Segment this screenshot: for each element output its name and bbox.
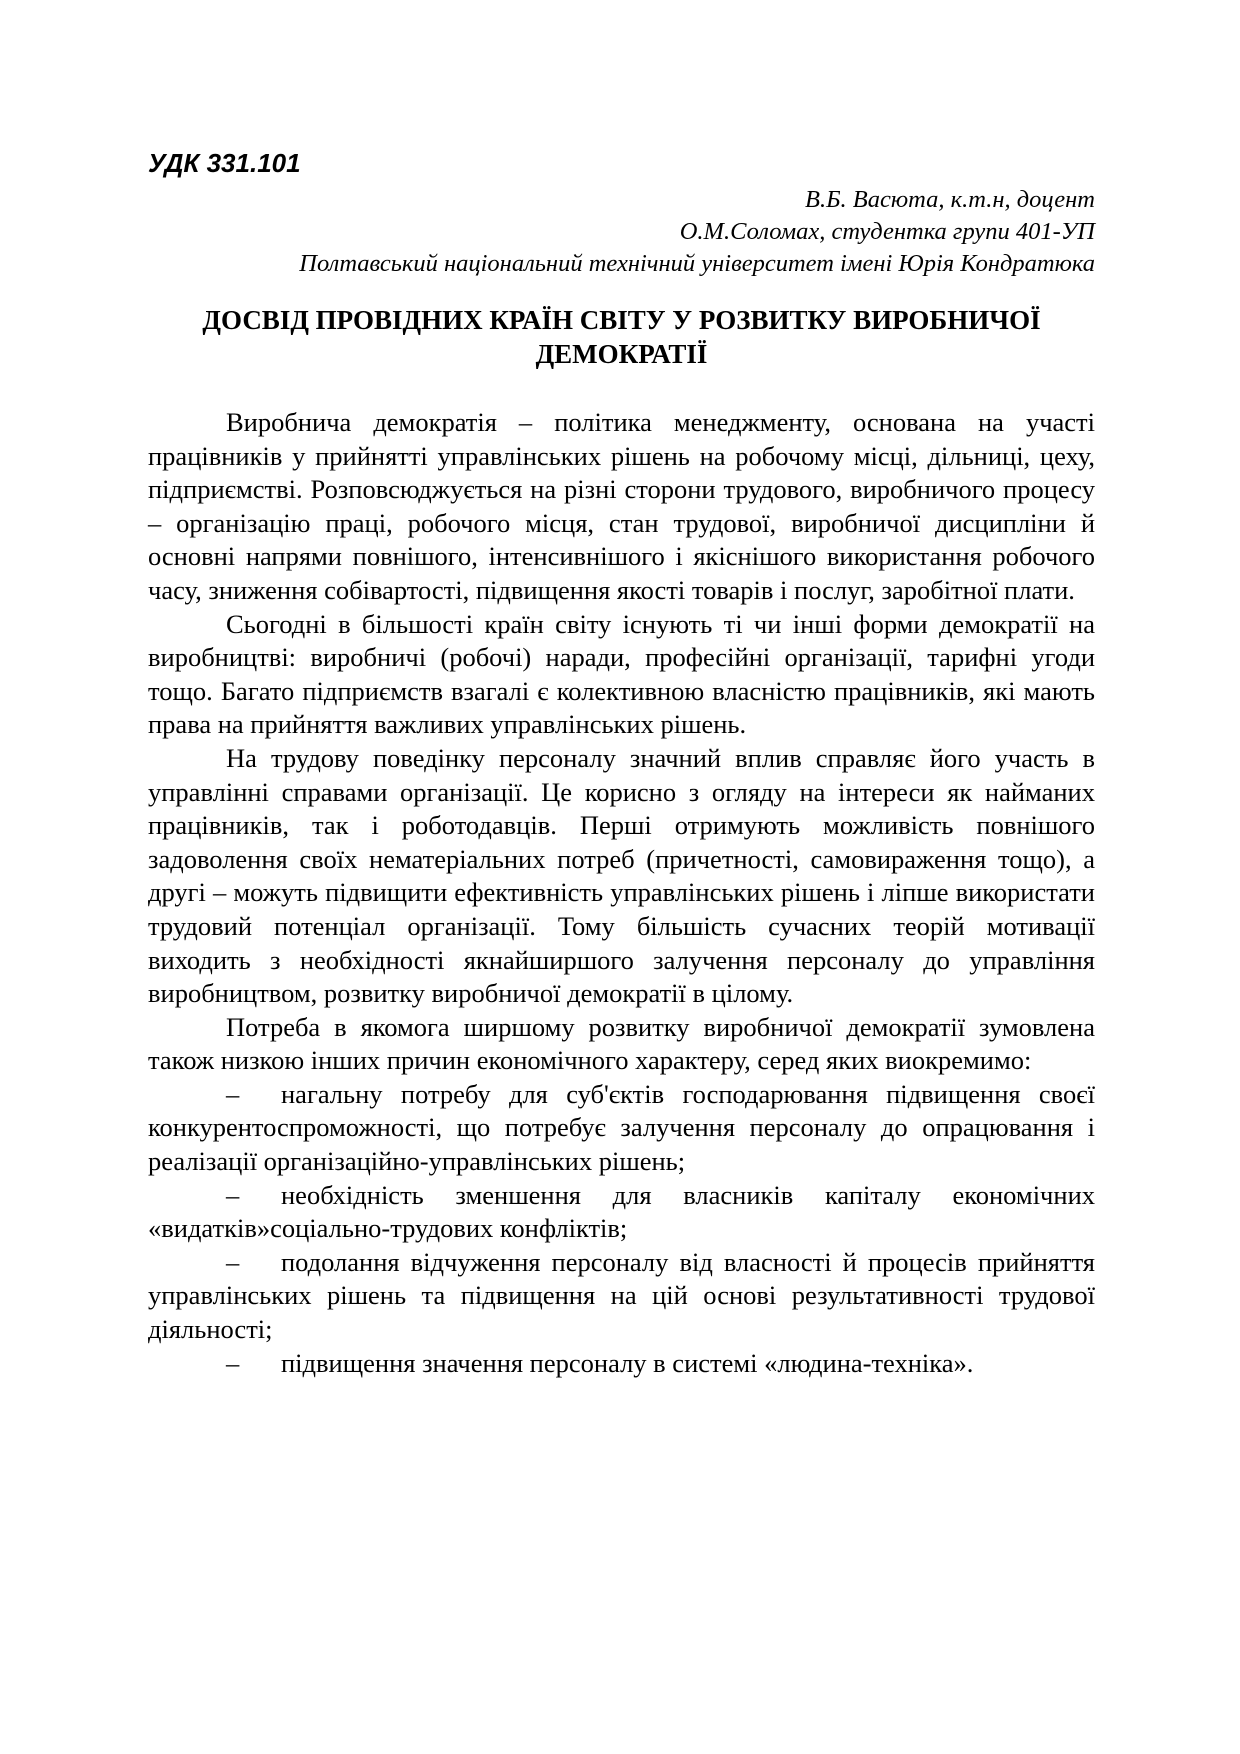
article-title xyxy=(148,303,1095,371)
title-line: ДЕМОКРАТІЇ xyxy=(535,339,708,369)
list-item-text: підвищення значення персоналу в системі «людина-техніка». xyxy=(281,1347,974,1378)
author-line: В.Б. Васюта, к.т.н, доцент xyxy=(805,186,1095,213)
body-paragraph: Виробнича демократія – політика менеджменту, основана на участі працівників у прийнятті управлінських рішень на робочому місці, дільниці, цеху, підприємстві. Розповсюджується на різні сторони трудового, виробничого процесу – організацію праці, робочого місця, стан трудової, виробничої дисципліни й основні напрями повнішого, інтенсивнішого і якіснішого використання робочого часу, зниження собівартості, підвищення якості товарів і послуг, заробітної плати. xyxy=(148,407,1095,605)
body-paragraph: Сьогодні в більшості країн світу існують ті чи інші форми демократії на виробництві: виробничі (робочі) наради, професійні організації, тарифні угоди тощо. Багато підприємств взагалі є колективною власністю працівників, які мають права на прийняття важливих управлінських рішень. xyxy=(148,608,1095,740)
list-dash: – xyxy=(226,1179,240,1210)
body-paragraph: На трудову поведінку персоналу значний вплив справляє його участь в управлінні справами організації. Це корисно з огляду на інтереси як найманих працівників, так і роботодавців. Перші отримують можливість повнішого задоволення своїх нематеріальних потреб (причетності, самовираження тощо), а другі – можуть підвищити ефективність управлінських рішень і ліпше використати трудовий потенціал організації. Тому більшість сучасних теорій мотивації виходить з необхідності якнайширшого залучення персоналу до управління виробництвом, розвитку виробничої демократії в цілому. xyxy=(148,742,1095,1009)
body-paragraph: Потреба в якомога ширшому розвитку виробничої демократії зумовлена також низкою інших причин економічного характеру, серед яких виокремимо: xyxy=(148,1011,1095,1076)
udk-code: УДК 331.101 xyxy=(148,148,301,178)
article-body xyxy=(148,406,1095,1380)
list-item-text: подолання відчуження персоналу від власності й процесів прийняття управлінських рішень та підвищення на цій основі результативності трудової діяльності; xyxy=(148,1246,1095,1345)
affiliation-line: Полтавський національний технічний університет імені Юрія Кондратюка xyxy=(299,250,1095,277)
list-item xyxy=(148,1347,1095,1381)
list-dash: – xyxy=(226,1347,240,1378)
list-dash: – xyxy=(226,1078,240,1109)
list-item-text: необхідність зменшення для власників капіталу економічних «видатків»соціально-трудових конфліктів; xyxy=(148,1179,1095,1244)
list-item xyxy=(148,1246,1095,1347)
author-block xyxy=(148,184,1095,280)
list-item xyxy=(148,1078,1095,1179)
list-dash: – xyxy=(226,1246,240,1277)
list-item xyxy=(148,1179,1095,1246)
author-line: О.М.Соломах, студентка групи 401-УП xyxy=(679,218,1095,245)
list-item-text: нагальну потребу для суб'єктів господарювання підвищення своєї конкурентоспроможності, що потребує залучення персоналу до опрацювання і реалізації організаційно-управлінських рішень; xyxy=(148,1078,1095,1177)
title-line: ДОСВІД ПРОВІДНИХ КРАЇН СВІТУ У РОЗВИТКУ ВИРОБНИЧОЇ xyxy=(202,305,1041,335)
